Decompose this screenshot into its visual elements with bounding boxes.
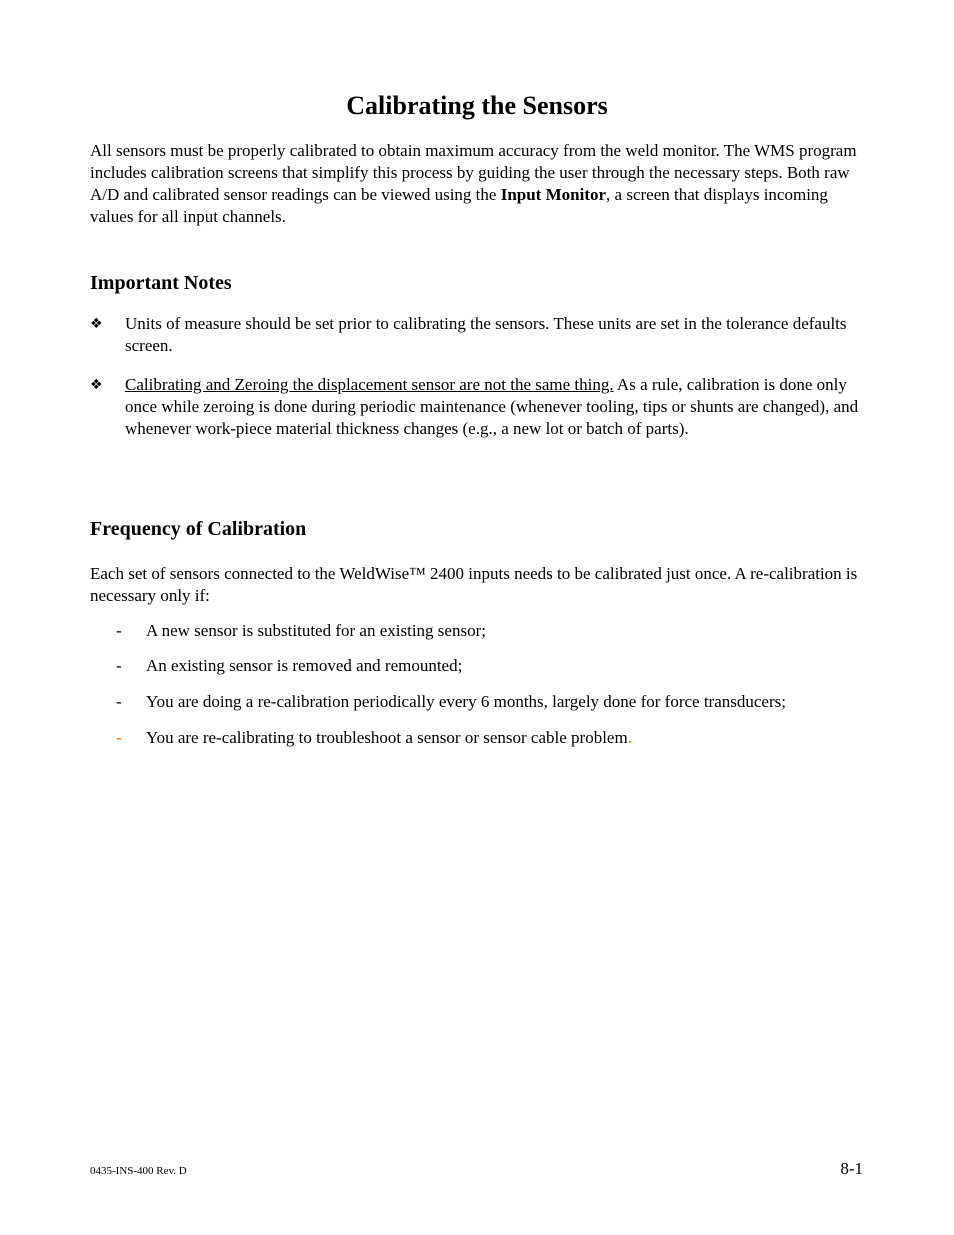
list-item-text: A new sensor is substituted for an existing sensor;	[146, 621, 486, 640]
list-item-trailing-period: .	[627, 728, 632, 747]
note-text-body: As a rule, calibration is done only once while zeroing is done during periodic maintenance (whenever tooling, tips or shunts are changed), and whenever work-piece material thickness changes (e.g., a new lot or batch of parts).	[125, 375, 859, 438]
intro-text-end: , a screen that displays incoming values for all input channels.	[90, 185, 828, 226]
intro-text-start: All sensors must be properly calibrated to obtain maximum accuracy from the weld monitor. The WMS program includes calibration screens that simplify this process by guiding the user through the necessary steps. Both raw A/D and calibrated sensor readings can be viewed using the	[90, 141, 857, 204]
list-item-text: You are doing a re-calibration periodically every 6 months, largely done for force transducers;	[146, 692, 786, 711]
diamond-bullet-icon: ❖	[90, 377, 103, 393]
frequency-intro: Each set of sensors connected to the WeldWise™ 2400 inputs needs to be calibrated just once. A re-calibration is necessary only if:	[90, 564, 858, 605]
note-underlined-text: Calibrating and Zeroing the displacement sensor are not the same thing.	[125, 375, 614, 394]
frequency-heading: Frequency of Calibration	[90, 518, 307, 540]
list-item-text-body: You are re-calibrating to troubleshoot a sensor or sensor cable problem	[146, 728, 628, 747]
dash-bullet: -	[116, 728, 122, 747]
important-notes-heading: Important Notes	[90, 272, 232, 294]
page-number: 8-1	[840, 1159, 863, 1178]
note-text-body: Units of measure should be set prior to calibrating the sensors. These units are set in the tolerance defaults screen.	[125, 314, 847, 355]
dash-bullet: -	[116, 621, 122, 640]
document-id: 0435-INS-400 Rev. D	[90, 1165, 187, 1177]
list-item-text	[146, 727, 632, 749]
dash-bullet: -	[116, 692, 122, 711]
note-text	[125, 374, 870, 440]
note-text	[125, 313, 870, 357]
dash-bullet: -	[116, 656, 122, 675]
page-title: Calibrating the Sensors	[346, 91, 608, 120]
list-item-text: An existing sensor is removed and remounted;	[146, 656, 463, 675]
diamond-bullet-icon: ❖	[90, 316, 103, 332]
intro-paragraph	[90, 140, 870, 228]
input-monitor-term: Input Monitor	[500, 185, 607, 204]
